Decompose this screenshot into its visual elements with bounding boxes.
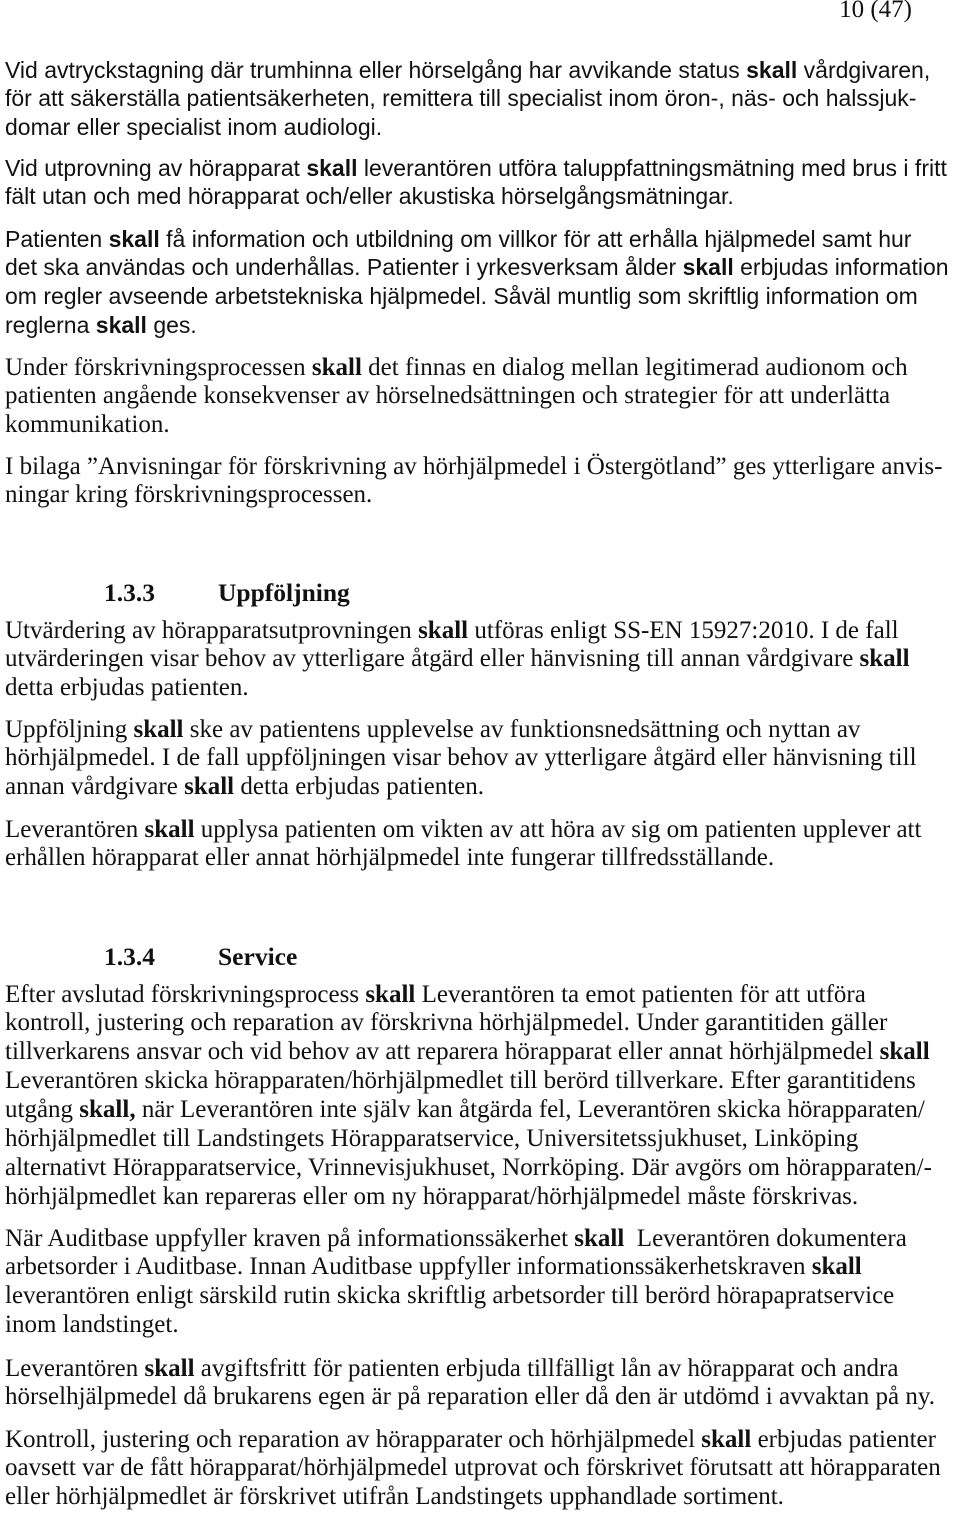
bold-text: skall <box>746 56 798 83</box>
text-line <box>5 311 960 340</box>
text-run: I bilaga ”Anvisningar för förskrivning av hörhjälpmedel i Östergötland” ges ytterligare anvis- <box>5 452 943 480</box>
section-number: 1.3.4 <box>104 941 155 971</box>
text-run: Utvärdering av hörapparatsutprovningen <box>5 616 419 644</box>
text-run: Vid utprovning av hörapparat <box>5 154 307 181</box>
text-run: Vid avtryckstagning där trumhinna eller hörselgång har avvikande status <box>5 56 747 83</box>
text-run: patienten angående konsekvenser av hörselnedsättningen och strategier för att underlätta <box>5 382 891 410</box>
paragraph-supplier-inform <box>5 816 960 874</box>
text-run: Leverantören <box>5 815 145 843</box>
text-line <box>5 1038 960 1067</box>
paragraph-appendix-reference <box>5 453 960 511</box>
text-line <box>5 1454 960 1483</box>
section-number: 1.3.3 <box>104 577 155 607</box>
text-run: utgång <box>5 1096 80 1124</box>
section-heading-service <box>0 943 960 972</box>
paragraph-patient-information <box>5 225 960 341</box>
text-run: Under förskrivningsprocessen <box>5 353 312 381</box>
text-line <box>5 154 960 183</box>
text-run: detta erbjudas patienten. <box>5 674 249 702</box>
bold-text: skall <box>574 1224 625 1252</box>
text-run: Leverantören ta emot patienten för att utföra <box>415 980 866 1008</box>
page-number: 10 (47) <box>839 0 912 23</box>
text-run: kontroll, justering och reparation av förskrivna hörhjälpmedel. Under garantitiden gäller <box>5 1009 888 1037</box>
paragraph-dialog <box>5 354 960 441</box>
text-line <box>5 716 960 745</box>
text-line <box>5 773 960 802</box>
text-line <box>5 56 960 85</box>
bold-text: skall <box>418 616 469 644</box>
text-run: Kontroll, justering och reparation av hörapparater och hörhjälpmedel <box>5 1425 702 1453</box>
bold-text: skall <box>811 1253 862 1281</box>
bold-text: skall <box>365 980 416 1008</box>
text-run: ske av patientens upplevelse av funktionsnedsättning och nyttan av <box>183 715 861 743</box>
bold-text: skall <box>682 254 734 281</box>
text-run: erbjudas information <box>733 254 949 281</box>
text-line <box>5 1483 960 1512</box>
bold-text: skall <box>144 815 195 843</box>
text-line <box>5 1383 960 1412</box>
text-run: inom landstinget. <box>5 1311 179 1339</box>
text-run: Leverantören <box>5 1354 145 1382</box>
text-line <box>5 481 960 510</box>
text-line <box>5 1355 960 1384</box>
section-title: Service <box>218 941 298 971</box>
bold-text: skall <box>144 1354 195 1382</box>
text-line <box>5 84 960 113</box>
text-run: om regler avseende arbetstekniska hjälpmedel. Såväl muntlig som skriftlig information om <box>5 283 918 310</box>
text-run: upplysa patienten om vikten av att höra av sig om patienten upplever att <box>194 815 922 843</box>
text-run: avgiftsfritt för patienten erbjuda tillfälligt lån av hörapparat och andra <box>194 1354 899 1382</box>
text-run: detta erbjudas patienten. <box>234 773 485 801</box>
text-run: ningar kring förskrivningsprocessen. <box>5 481 373 509</box>
text-run: leverantören enligt särskild rutin skicka skriftlig arbetsorder till berörd hörapapratservice <box>5 1282 895 1310</box>
text-line <box>5 1009 960 1038</box>
text-run: erbjudas patienter <box>751 1425 936 1453</box>
bold-text: skall <box>879 1038 930 1066</box>
paragraph-control <box>5 1426 960 1513</box>
text-run: hörhjälpmedel. I de fall uppföljningen visar behov av ytterligare åtgärd eller hänvisning till <box>5 744 917 772</box>
text-run: domar eller specialist inom audiologi. <box>5 114 383 141</box>
bold-text: skall <box>701 1425 752 1453</box>
bold-text: skall <box>184 773 235 801</box>
text-line <box>5 1253 960 1282</box>
text-run: reglerna <box>5 312 96 339</box>
text-line <box>5 1067 960 1096</box>
text-line <box>5 382 960 411</box>
section-title: Uppföljning <box>218 577 350 607</box>
paragraph-evaluation <box>5 617 960 704</box>
text-run: Patienten <box>5 225 109 252</box>
text-line <box>5 282 960 311</box>
text-line <box>5 816 960 845</box>
text-run: kommunikation. <box>5 411 170 439</box>
bold-text: skall <box>133 715 184 743</box>
text-line <box>5 674 960 703</box>
text-line <box>5 411 960 440</box>
text-line <box>5 617 960 646</box>
text-run: få information och utbildning om villkor för att erhålla hjälpmedel samt hur <box>159 225 912 252</box>
paragraph-repair <box>5 981 960 1212</box>
paragraph-loan <box>5 1355 960 1413</box>
text-line <box>5 1426 960 1455</box>
text-run: Uppföljning <box>5 715 134 743</box>
paragraph-auditbase <box>5 1225 960 1341</box>
text-line <box>5 744 960 773</box>
text-line <box>5 453 960 482</box>
text-run: annan vårdgivare <box>5 773 185 801</box>
text-run: fält utan och med hörapparat och/eller akustiska hörselgångsmätningar. <box>5 183 734 210</box>
text-run: Efter avslutad förskrivningsprocess <box>5 980 366 1008</box>
text-run: det finnas en dialog mellan legitimerad audionom och <box>361 353 908 381</box>
bold-text: skall, <box>79 1096 136 1124</box>
text-line <box>5 981 960 1010</box>
bold-text: skall <box>859 645 910 673</box>
text-line <box>5 354 960 383</box>
paragraph-referral <box>5 56 960 143</box>
text-run: När Auditbase uppfyller kraven på informationssäkerhet <box>5 1224 575 1252</box>
text-run: tillverkarens ansvar och vid behov av att reparera hörapparat eller annat hörhjälpmedel <box>5 1038 880 1066</box>
text-line <box>5 844 960 873</box>
bold-text: skall <box>108 225 160 252</box>
bold-text: skall <box>95 312 147 339</box>
text-run: vårdgivaren, <box>797 56 931 83</box>
bold-text: skall <box>311 353 362 381</box>
text-run: leverantören utföra taluppfattningsmätning med brus i fritt <box>357 154 947 181</box>
text-run: oavsett var de fått hörapparat/hörhjälpmedel utprovat och förskrivet förutsatt att hörapparaten <box>5 1454 941 1482</box>
text-run: Leverantören dokumentera <box>624 1224 907 1252</box>
paragraph-followup <box>5 716 960 803</box>
text-run: hörselhjälpmedel då brukarens egen är på reparation eller då den är utdömd i avvaktan på ny. <box>5 1383 935 1411</box>
text-line <box>5 253 960 282</box>
text-line <box>5 182 960 211</box>
text-run: arbetsorder i Auditbase. Innan Auditbase uppfyller informationssäkerhetskraven <box>5 1253 812 1281</box>
text-run: det ska användas och underhållas. Patienter i yrkesverksam ålder <box>5 254 683 281</box>
section-heading-followup <box>0 579 960 608</box>
text-line <box>5 1282 960 1311</box>
text-run: för att säkerställa patientsäkerheten, remittera till specialist inom öron-, näs- och halssjuk- <box>5 85 917 112</box>
text-run: ges. <box>146 312 197 339</box>
text-run: hörhjälpmedlet kan repareras eller om ny hörapparat/hörhjälpmedel måste förskrivas. <box>5 1182 859 1210</box>
paragraph-fitting <box>5 154 960 212</box>
text-run: hörhjälpmedlet till Landstingets Hörapparatservice, Universitetssjukhuset, Linköping <box>5 1124 859 1152</box>
text-line <box>5 1225 960 1254</box>
text-run: utföras enligt SS-EN 15927:2010. I de fall <box>468 616 899 644</box>
text-line <box>5 1096 960 1125</box>
text-run: utvärderingen visar behov av ytterligare åtgärd eller hänvisning till annan vårdgivare <box>5 645 860 673</box>
text-line <box>5 1154 960 1183</box>
text-run: erhållen hörapparat eller annat hörhjälpmedel inte fungerar tillfredsställande. <box>5 844 775 872</box>
text-line <box>5 1125 960 1154</box>
text-line <box>5 113 960 142</box>
text-line <box>5 1183 960 1212</box>
text-line <box>5 1311 960 1340</box>
text-run: eller hörhjälpmedlet är förskrivet utifrån Landstingets upphandlade sortiment. <box>5 1483 784 1511</box>
text-run: när Leverantören inte själv kan åtgärda fel, Leverantören skicka hörapparaten/ <box>135 1096 925 1124</box>
text-line <box>5 225 960 254</box>
bold-text: skall <box>306 154 358 181</box>
text-run: Leverantören skicka hörapparaten/hörhjälpmedlet till berörd tillverkare. Efter garantitidens <box>5 1067 916 1095</box>
text-line <box>5 645 960 674</box>
text-run: alternativt Hörapparatservice, Vrinnevisjukhuset, Norrköping. Där avgörs om hörapparaten/- <box>5 1153 932 1181</box>
